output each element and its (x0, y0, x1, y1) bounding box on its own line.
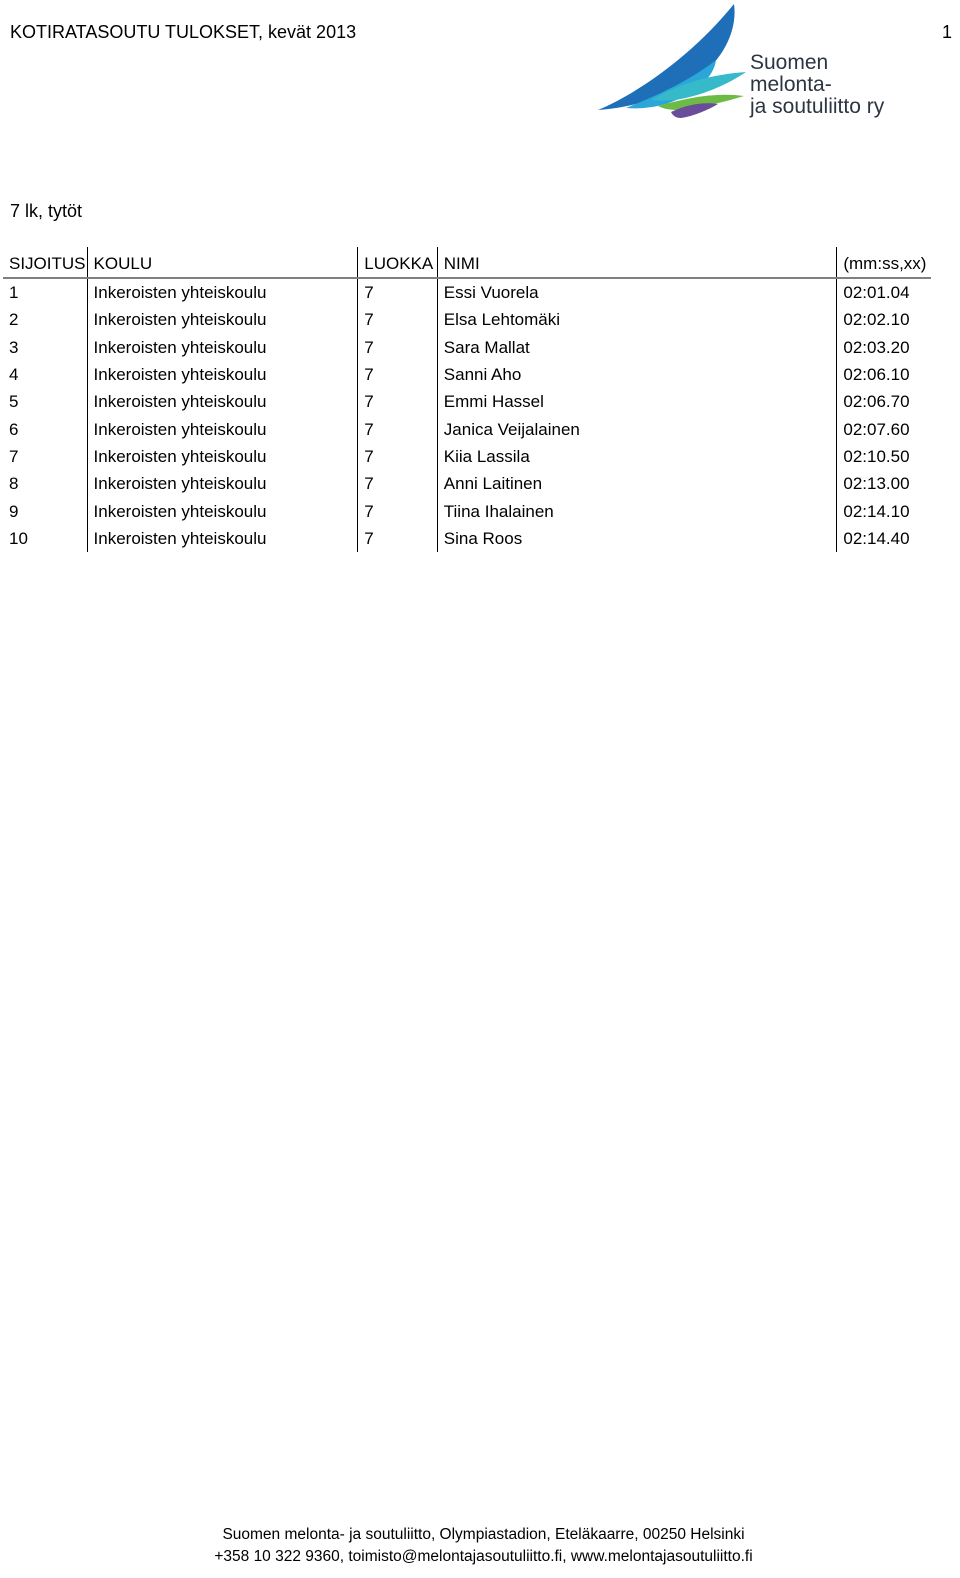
page-footer (0, 1524, 960, 1568)
logo-line-3: ja soutuliitto ry (750, 95, 885, 118)
cell-name: Sanni Aho (437, 361, 837, 388)
cell-class: 7 (358, 415, 438, 442)
footer-contact: +358 10 322 9360, toimisto@melontajasoutuliitto.fi, www.melontajasoutuliitto.fi (214, 1548, 753, 1565)
results-table (3, 247, 931, 552)
logo-line-1: Suomen (750, 51, 829, 74)
cell-rank: 3 (3, 334, 87, 361)
table-row (3, 334, 931, 361)
header-rank: SIJOITUS (3, 247, 87, 278)
cell-time: 02:14.40 (843, 528, 910, 548)
cell-class: 7 (358, 361, 438, 388)
table-row (3, 525, 931, 552)
cell-school: Inkeroisten yhteiskoulu (87, 361, 358, 388)
cell-time: 02:10.50 (843, 446, 910, 466)
footer-address: Suomen melonta- ja soutuliitto, Olympiastadion, Eteläkaarre, 00250 Helsinki (222, 1526, 745, 1543)
cell-rank: 6 (3, 415, 87, 442)
table-row (3, 415, 931, 442)
table-row (3, 361, 931, 388)
cell-time: 02:06.10 (843, 365, 910, 385)
cell-school: Inkeroisten yhteiskoulu (87, 497, 358, 524)
cell-name: Emmi Hassel (437, 388, 837, 415)
cell-school: Inkeroisten yhteiskoulu (87, 306, 358, 333)
cell-school: Inkeroisten yhteiskoulu (87, 415, 358, 442)
wave-emblem-icon (596, 2, 746, 124)
cell-time: 02:14.10 (843, 501, 910, 521)
cell-name: Essi Vuorela (437, 278, 837, 306)
cell-school: Inkeroisten yhteiskoulu (87, 388, 358, 415)
table-row (3, 470, 931, 497)
cell-name: Tiina Ihalainen (437, 497, 837, 524)
cell-time: 02:07.60 (843, 419, 910, 439)
section-title: 7 lk, tytöt (10, 201, 83, 221)
results-header (3, 247, 931, 278)
cell-class: 7 (358, 497, 438, 524)
cell-school: Inkeroisten yhteiskoulu (87, 334, 358, 361)
table-row (3, 443, 931, 470)
cell-name: Elsa Lehtomäki (437, 306, 837, 333)
header-time: (mm:ss,xx) (837, 247, 931, 278)
federation-logo (596, 2, 906, 124)
page-number: 1 (941, 22, 952, 42)
cell-class: 7 (358, 525, 438, 552)
logo-line-2: melonta- (750, 73, 832, 96)
cell-name: Janica Veijalainen (437, 415, 837, 442)
cell-rank: 9 (3, 497, 87, 524)
cell-rank: 2 (3, 306, 87, 333)
cell-class: 7 (358, 306, 438, 333)
cell-time: 02:01.04 (843, 283, 910, 303)
table-row (3, 497, 931, 524)
logo-wordmark (750, 52, 884, 118)
cell-rank: 4 (3, 361, 87, 388)
table-row (3, 306, 931, 333)
header-row (3, 247, 931, 278)
cell-class: 7 (358, 334, 438, 361)
document-title: KOTIRATASOUTU TULOKSET, kevät 2013 (10, 22, 357, 42)
results-body (3, 278, 931, 552)
cell-school: Inkeroisten yhteiskoulu (87, 443, 358, 470)
cell-name: Sara Mallat (437, 334, 837, 361)
header-class: LUOKKA (358, 247, 438, 278)
cell-class: 7 (358, 470, 438, 497)
cell-school: Inkeroisten yhteiskoulu (87, 525, 358, 552)
cell-rank: 8 (3, 470, 87, 497)
cell-school: Inkeroisten yhteiskoulu (87, 470, 358, 497)
cell-rank: 10 (3, 525, 87, 552)
header-school: KOULU (87, 247, 358, 278)
cell-class: 7 (358, 443, 438, 470)
cell-name: Kiia Lassila (437, 443, 837, 470)
cell-rank: 1 (3, 278, 87, 306)
cell-name: Anni Laitinen (437, 470, 837, 497)
cell-school: Inkeroisten yhteiskoulu (87, 278, 358, 306)
cell-time: 02:06.70 (843, 392, 910, 412)
cell-time: 02:03.20 (843, 337, 910, 357)
cell-class: 7 (358, 278, 438, 306)
cell-rank: 5 (3, 388, 87, 415)
table-row (3, 278, 931, 306)
cell-name: Sina Roos (437, 525, 837, 552)
cell-rank: 7 (3, 443, 87, 470)
cell-time: 02:13.00 (843, 474, 910, 494)
cell-class: 7 (358, 388, 438, 415)
table-row (3, 388, 931, 415)
cell-time: 02:02.10 (843, 310, 910, 330)
header-name: NIMI (437, 247, 837, 278)
